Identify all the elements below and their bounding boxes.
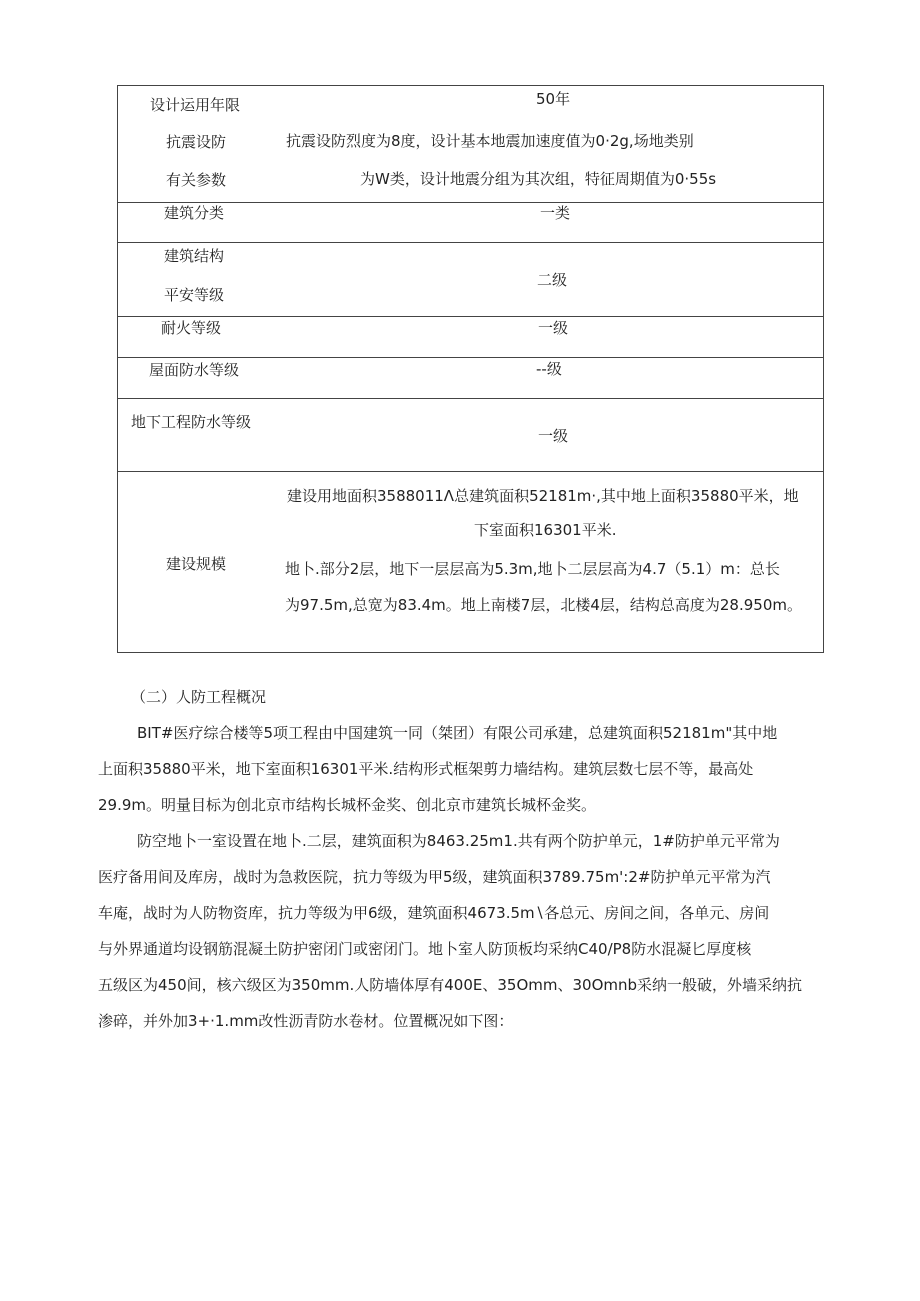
label-structure-safety-1: 建筑结构 [164,247,225,265]
para1-line-2: 上面积35880平米，地下室面积16301平米.结构形式框架剪力墙结构。建筑层数七层不等，最高处 [98,760,754,778]
para2-line-6: 渗碎，并外加3+·1.mm改性沥青防水卷材。位置概况如下图： [98,1012,514,1030]
para2-line-4: 与外界通道均设钢筋混凝土防护密闭门或密闭门。地卜室人防顶板均采纳C40/P8防水混凝匕厚度核 [98,940,752,958]
row-divider [118,398,823,399]
para2-line-2: 医疗备用间及库房，战时为急救医院，抗力等级为甲5级，建筑面积3789.75m':2#防护单元平常为汽 [98,868,771,886]
label-construction-scale: 建设规模 [166,555,227,573]
row-divider [118,316,823,317]
para2-line-3: 车庵，战时为人防物资库，抗力等级为甲6级，建筑面积4673.5m∖各总元、房间之间，各单元、房间 [98,904,770,922]
label-seismic-1: 抗震设防 [166,133,227,151]
para1-line-3: 29.9m。明量目标为创北京市结构长城杯金奖、创北京市建筑长城杯金奖。 [98,796,597,814]
value-scale-line-4: 为97.5m,总宽为83.4m。地上南楼7层，北楼4层，结构总高度为28.950m。 [285,596,802,614]
value-design-life: 50年 [536,90,571,108]
label-building-class: 建筑分类 [164,204,225,222]
value-building-class: 一类 [540,204,571,222]
para1-line-1: BIT#医疗综合楼等5项工程由中国建筑一同（桀团）有限公司承建，总建筑面积52181m"其中地 [137,724,778,742]
para2-line-1: 防空地卜一室设置在地卜.二层，建筑面积为8463.25m1.共有两个防护单元，1#防护单元平常为 [137,832,780,850]
section-heading: （二）人防工程概况 [131,688,267,706]
row-divider [118,471,823,472]
label-underground-waterproof: 地下工程防水等级 [131,413,252,431]
row-divider [118,242,823,243]
value-scale-line-1: 建设用地面积3588011Λ总建筑面积52181m·,其中地上面积35880平米，地 [287,487,799,505]
label-seismic-2: 有关参数 [166,171,227,189]
value-scale-line-3: 地卜.部分2层，地下一层层高为5.3m,地卜二层层高为4.7（5.1）m：总长 [285,560,780,578]
label-design-life: 设计运用年限 [150,96,241,114]
value-underground-waterproof: 一级 [538,427,569,445]
value-seismic-line-2: 为W类，设计地震分组为其次组，特征周期值为0·55s [360,170,717,188]
label-fire-rating: 耐火等级 [161,319,222,337]
value-fire-rating: 一级 [538,319,569,337]
label-roof-waterproof: 屋面防水等级 [149,361,240,379]
label-structure-safety-2: 平安等级 [164,286,225,304]
para2-line-5: 五级区为450间，核六级区为350mm.人防墙体厚有400E、35Omm、30Omnb采纳一般破，外墙采纳抗 [98,976,803,994]
value-structure-safety: 二级 [537,271,568,289]
value-seismic-line-1: 抗震设防烈度为8度，设计基本地震加速度值为0·2g,场地类别 [286,132,694,150]
value-scale-line-2: 下室面积16301平米. [474,521,617,539]
row-divider [118,357,823,358]
value-roof-waterproof: --级 [536,360,562,378]
